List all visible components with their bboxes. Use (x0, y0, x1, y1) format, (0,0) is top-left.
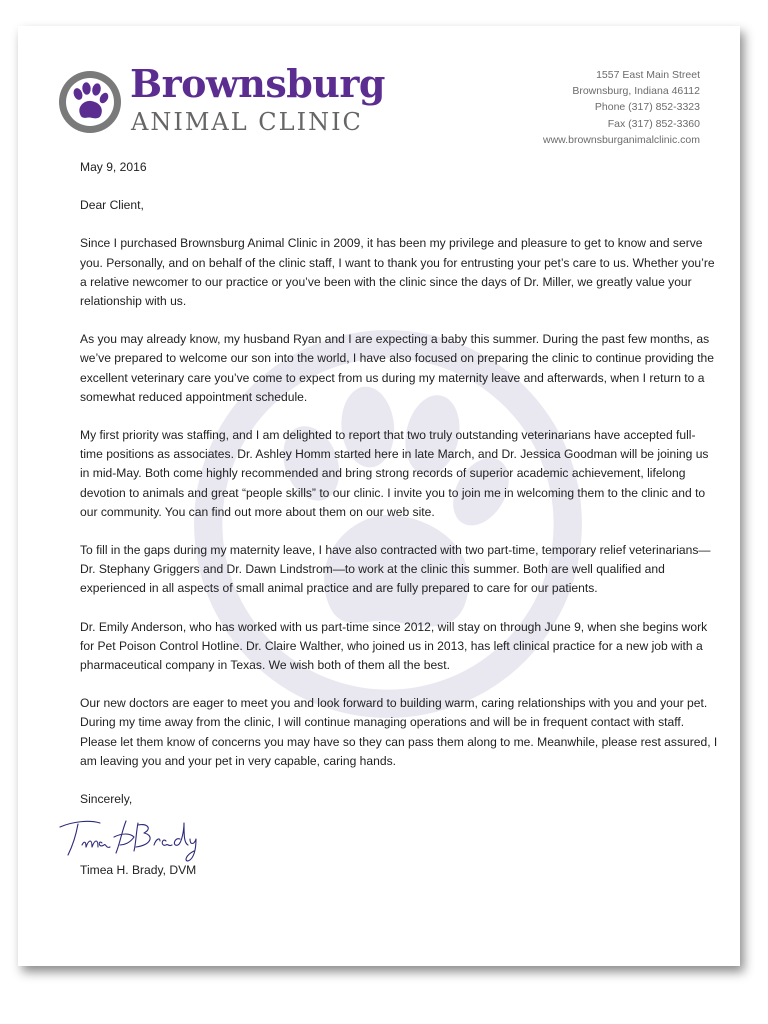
city-state-zip: Brownsburg, Indiana 46112 (572, 85, 700, 98)
clinic-logo-name: Brownsburg (130, 61, 386, 106)
paragraph-2: As you may already know, my husband Ryan and I are expecting a baby this summer. During the past few months, as we’ve prepared to welcome our son into the world, I have also focused on preparing the clinic to continue providing the excellent veterinary care you’ve come to expect from us during my maternity leave and afterwards, when I return to a somewhat reduced appointment schedule. (80, 332, 714, 404)
fax-number: Fax (317) 852-3360 (607, 117, 700, 130)
salutation: Dear Client, (80, 198, 144, 213)
paragraph-1: Since I purchased Brownsburg Animal Clinic in 2009, it has been my privilege and pleasure to get to know and serve you. Personally, and on behalf of the clinic staff, I want to thank you for entrusting your pet’s care to us. Whether you’re a relative newcomer to our practice or you’ve been with the clinic since the days of Dr. Miller, we greatly value your relationship with us. (80, 236, 715, 309)
closing: Sincerely, (80, 792, 133, 807)
clinic-address-block (543, 67, 700, 148)
phone-number: Phone (317) 852-3323 (594, 101, 700, 114)
paragraph-3: My first priority was staffing, and I am delighted to report that two truly outstanding veterinarians have accepted full-time positions as associates. Dr. Ashley Homm started here in late March, and Dr. Jessica Goodman will be joining us in mid-May. Both come highly recommended and bring strong records of superior academic achievement, lifelong devotion to animals and great “people skills” to our clinic. I invite you to join me in welcoming them to the clinic and to our community. You can find out more about them on our web site. (80, 428, 709, 519)
handwritten-signature (56, 815, 206, 863)
clinic-logo-subtitle: ANIMAL CLINIC (131, 108, 363, 136)
letter-date: May 9, 2016 (80, 160, 147, 174)
website-url: www.brownsburganimalclinic.com (543, 133, 700, 146)
paragraph-5: Dr. Emily Anderson, who has worked with us part-time since 2012, will stay on through June 9, when she begins work for Pet Poison Control Hotline. Dr. Claire Walther, who joined us in 2013, has left clinical practice for a new job with a pharmaceutical company in Texas. We wish both of them all the best. (80, 619, 708, 673)
letter-body (80, 158, 718, 809)
letter-page (18, 26, 740, 966)
paw-logo-icon (58, 70, 122, 134)
street-address: 1557 East Main Street (596, 69, 700, 81)
paragraph-6: Our new doctors are eager to meet you and look forward to building warm, caring relationships with you and your pet. During my time away from the clinic, I will continue managing operations and will be in frequent contact with staff. Please let them know of concerns you may have so they can pass them along to me. Meanwhile, please rest assured, I am leaving you and your pet in very capable, caring hands. (80, 696, 718, 768)
paragraph-4: To fill in the gaps during my maternity leave, I have also contracted with two part-time, temporary relief veterinarians—Dr. Stephany Griggers and Dr. Dawn Lindstrom—to work at the clinic this summer. Both are well qualified and experienced in all aspects of small animal practice and are fully prepared to care for our patients. (80, 543, 711, 596)
signer-name: Timea H. Brady, DVM (80, 863, 197, 877)
